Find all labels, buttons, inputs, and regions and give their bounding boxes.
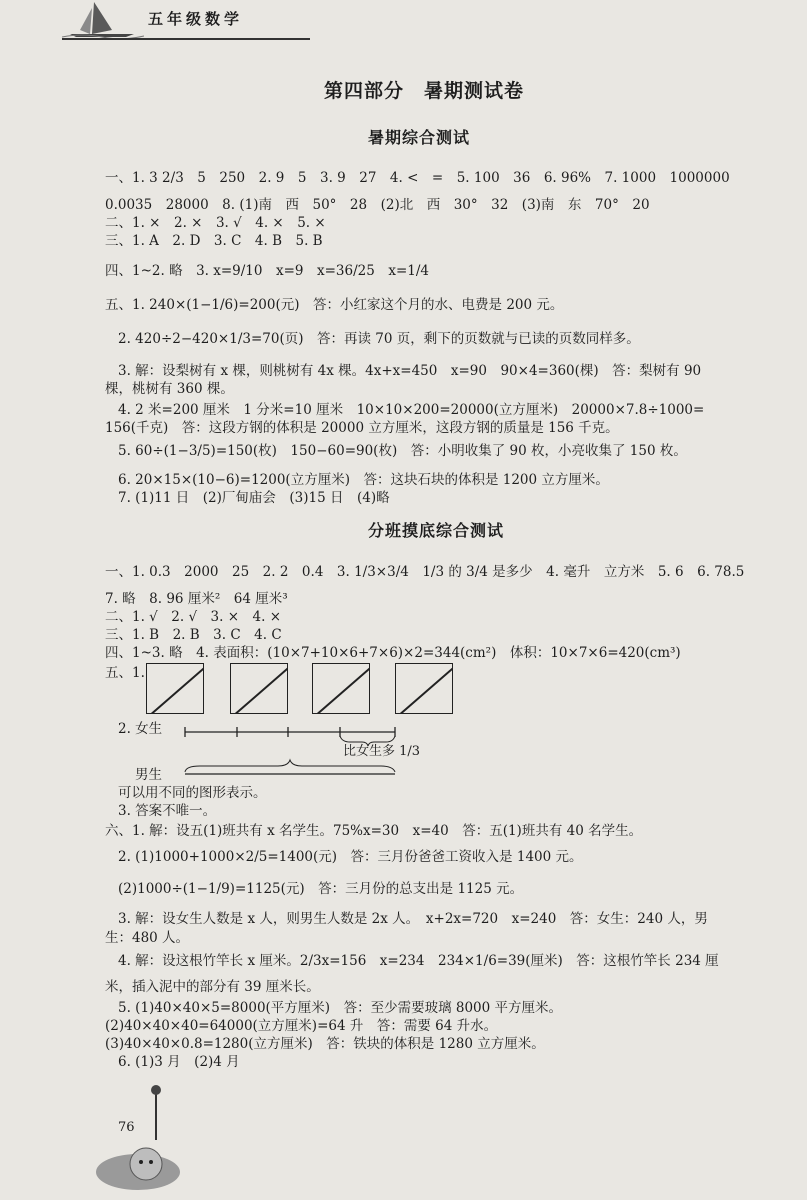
- answer-line: 5. 60÷(1−3/5)=150(枚) 150−60=90(枚) 答：小明收集了 90 枚，小亮收集了 150 枚。: [118, 443, 687, 459]
- footer-cartoon-icon: [88, 1080, 188, 1195]
- answer-line: 二、1. × 2. × 3. √ 4. × 5. ×: [105, 215, 326, 231]
- answer-line: (3)40×40×0.8=1280(立方厘米) 答：铁块的体积是 1280 立方厘米。: [105, 1036, 545, 1052]
- header-title: 五年级数学: [148, 10, 244, 28]
- section1-title: 暑期综合测试: [368, 128, 471, 147]
- header-boat-icon: [62, 0, 144, 38]
- answer-line: 五、1.: [105, 665, 145, 681]
- answer-line: 一、1. 0.3 2000 25 2. 2 0.4 3. 1/3×3/4 1/3 的 3/4 是多少 4. 毫升 立方米 5. 6 6. 78.5: [105, 564, 745, 580]
- answer-line: (2)40×40×40=64000(立方厘米)=64 升 答：需要 64 升水。: [105, 1018, 498, 1034]
- page-number: 76: [118, 1120, 135, 1135]
- answer-line: 生：480 人。: [105, 930, 190, 946]
- diagram-square: [230, 663, 288, 714]
- answer-line: 6. 20×15×(10−6)=1200(立方厘米) 答：这块石块的体积是 1200 立方厘米。: [118, 472, 609, 488]
- answer-line: 3. 解：设女生人数是 x 人，则男生人数是 2x 人。 x+2x=720 x=240 答：女生：240 人，男: [118, 911, 708, 927]
- answer-line: 一、1. 3 2/3 5 250 2. 9 5 3. 9 27 4. < = 5. 100 36 6. 96% 7. 1000 1000000: [105, 170, 730, 186]
- answer-line: 米，插入泥中的部分有 39 厘米长。: [105, 979, 320, 995]
- section2-title: 分班摸底综合测试: [368, 521, 505, 540]
- diagram-square: [312, 663, 370, 714]
- answer-line: 三、1. A 2. D 3. C 4. B 5. B: [105, 233, 323, 249]
- header-rule: [62, 38, 310, 40]
- answer-line: 2. (1)1000+1000×2/5=1400(元) 答：三月份爸爸工资收入是 1400 元。: [118, 849, 583, 865]
- answer-line: 2. 女生: [118, 721, 163, 737]
- answer-line: 5. (1)40×40×5=8000(平方厘米) 答：至少需要玻璃 8000 平方厘米。: [118, 1000, 563, 1016]
- answer-line: 3. 解：设梨树有 x 棵，则桃树有 4x 棵。4x+x=450 x=90 90×4=360(棵) 答：梨树有 90: [118, 363, 702, 379]
- line-diagram-note: 比女生多 1/3: [343, 744, 421, 759]
- answer-line: 7. 略 8. 96 厘米² 64 厘米³: [105, 591, 288, 607]
- answer-line: 0.0035 28000 8. (1)南 西 50° 28 (2)北 西 30° 32 (3)南 东 70° 20: [105, 197, 650, 213]
- answer-line: 7. (1)11 日 (2)厂甸庙会 (3)15 日 (4)略: [118, 490, 390, 506]
- answer-line: 四、1~3. 略 4. 表面积：(10×7+10×6+7×6)×2=344(cm²) 体积：10×7×6=420(cm³): [105, 645, 681, 661]
- answer-line: (2)1000÷(1−1/9)=1125(元) 答：三月份的总支出是 1125 元。: [118, 881, 524, 897]
- answer-line: 可以用不同的图形表示。: [118, 785, 267, 801]
- answer-line: 2. 420÷2−420×1/3=70(页) 答：再读 70 页，剩下的页数就与已读的页数同样多。: [118, 331, 640, 347]
- diagram-square: [395, 663, 453, 714]
- answer-line: 六、1. 解：设五(1)班共有 x 名学生。75%x=30 x=40 答：五(1)班共有 40 名学生。: [105, 823, 643, 839]
- diagram-square: [146, 663, 204, 714]
- answer-line: 男生: [135, 767, 162, 783]
- answer-line: 二、1. √ 2. √ 3. × 4. ×: [105, 609, 282, 625]
- answer-line: 棵，桃树有 360 棵。: [105, 381, 234, 397]
- answer-line: 4. 解：设这根竹竿长 x 厘米。2/3x=156 x=234 234×1/6=39(厘米) 答：这根竹竿长 234 厘: [118, 953, 719, 969]
- answer-line: 6. (1)3 月 (2)4 月: [118, 1054, 240, 1070]
- answer-line: 五、1. 240×(1−1/6)=200(元) 答：小红家这个月的水、电费是 200 元。: [105, 297, 564, 313]
- part-title: 第四部分 暑期测试卷: [324, 80, 525, 102]
- answer-line: 4. 2 米=200 厘米 1 分米=10 厘米 10×10×200=20000(立方厘米) 20000×7.8÷1000=: [118, 402, 705, 418]
- answer-line: 3. 答案不唯一。: [118, 803, 217, 819]
- answer-line: 四、1~2. 略 3. x=9/10 x=9 x=36/25 x=1/4: [105, 263, 429, 279]
- answer-line: 156(千克) 答：这段方钢的体积是 20000 立方厘米，这段方钢的质量是 156 千克。: [105, 420, 619, 436]
- answer-line: 三、1. B 2. B 3. C 4. C: [105, 627, 282, 643]
